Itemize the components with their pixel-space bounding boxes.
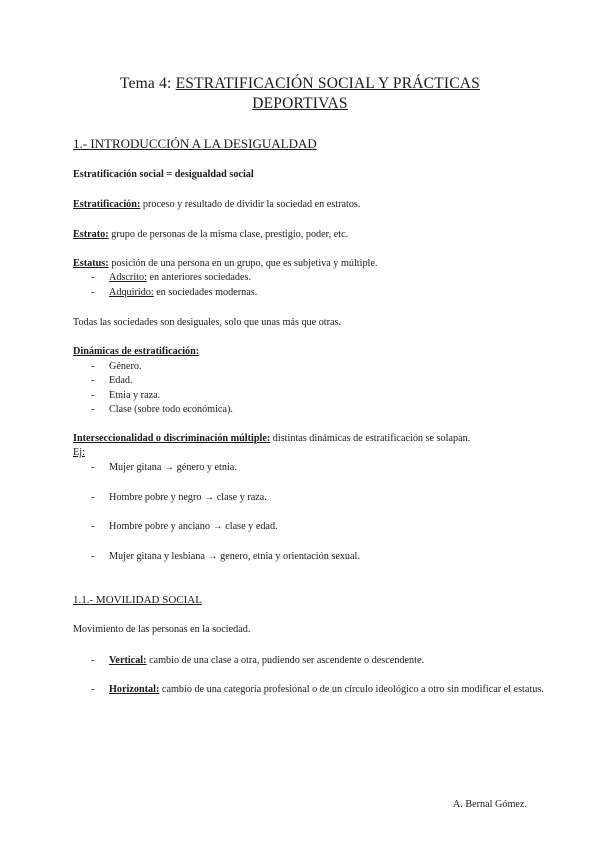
term-adquirido: Adquirido:	[109, 287, 154, 298]
term-interseccionalidad: Interseccionalidad o discriminación múltiple:	[73, 433, 271, 444]
paragraph-todas: Todas las sociedades son desiguales, solo que unas más que otras.	[73, 317, 342, 328]
term-estratificacion: Estratificación:	[73, 199, 141, 210]
term-estrato: Estrato:	[73, 229, 109, 240]
def-estatus: posición de una persona en un grupo, que es subjetiva y múltiple.	[108, 258, 378, 269]
term-adscrito: Adscrito:	[109, 272, 147, 283]
title-line2: DEPORTIVAS	[252, 95, 348, 112]
term-estatus: Estatus:	[73, 258, 109, 269]
page-title	[60, 74, 540, 114]
section-heading-intro: 1.- INTRODUCCIÓN A LA DESIGUALDAD	[73, 136, 317, 151]
document-page: Tema 4: ESTRATIFICACIÓN SOCIAL Y PRÁCTICAS DEPORTIVAS 1.- INTRODUCCIÓN A LA DESIGUALDAD Estratificación social = desigualdad social Estratificación: proceso y resultado de dividir la sociedad en estratos. Estrato: grupo de personas de la misma clase, prestigio, poder, etc. Estatus: posición de una persona en un grupo, que es subjetiva y múltiple. - Adscrito: en anteriores sociedades. - Adquirido: en sociedades modernas. Todas las sociedades son desiguales, solo que unas más que otras. Dinámicas de estratificación: - Género. - Edad. - Etnia y raza. - Clase (sobre todo económica). Interseccionalidad o discriminación múltiple: distintas dinámicas de estratificación se solapan. Ej: - Mujer gitana → género y etnia. - Hombre pobre y negro → clase y raza. - Hombre pobre y anciano → clase y edad. - Mujer gitana y lesbiana → genero, etnia y orientación sexual. 1.1.- MOVILIDAD SOCIAL Movimiento de las personas en la sociedad. - Vertical: cambio de una clase a otra, pudiendo ser ascendente o descendente. - Horizontal: cambio de una categoría profesional o de un círculo ideológico a otro sin modificar el estatus. A. Bernal Gómez.	[0, 0, 600, 848]
section-heading-movilidad: 1.1.- MOVILIDAD SOCIAL	[73, 594, 202, 606]
footer-author: A. Bernal Gómez.	[452, 799, 527, 810]
paragraph-movimiento: Movimiento de las personas en la sociedad.	[73, 624, 251, 635]
ej-label: Ej:	[73, 447, 85, 458]
dinamicas-heading: Dinámicas de estratificación:	[73, 346, 200, 357]
term-vertical: Vertical:	[109, 655, 147, 666]
def-estrato: grupo de personas de la misma clase, prestigio, poder, etc.	[108, 229, 349, 240]
term-horizontal: Horizontal:	[109, 684, 160, 695]
definition-estrato	[73, 228, 348, 242]
title-prefix: Tema 4:	[120, 75, 176, 92]
definition-interseccionalidad: Interseccionalidad o discriminación múltiple: distintas dinámicas de estratificación se solapan.	[73, 433, 471, 444]
def-estratificacion: proceso y resultado de dividir la sociedad en estratos.	[140, 199, 361, 210]
definition-estratificacion	[73, 198, 360, 212]
title-line1: ESTRATIFICACIÓN SOCIAL Y PRÁCTICAS	[175, 75, 480, 92]
equation-line	[73, 168, 254, 182]
definition-estatus	[73, 257, 377, 271]
equation-text: Estratificación social = desigualdad social	[73, 169, 254, 180]
